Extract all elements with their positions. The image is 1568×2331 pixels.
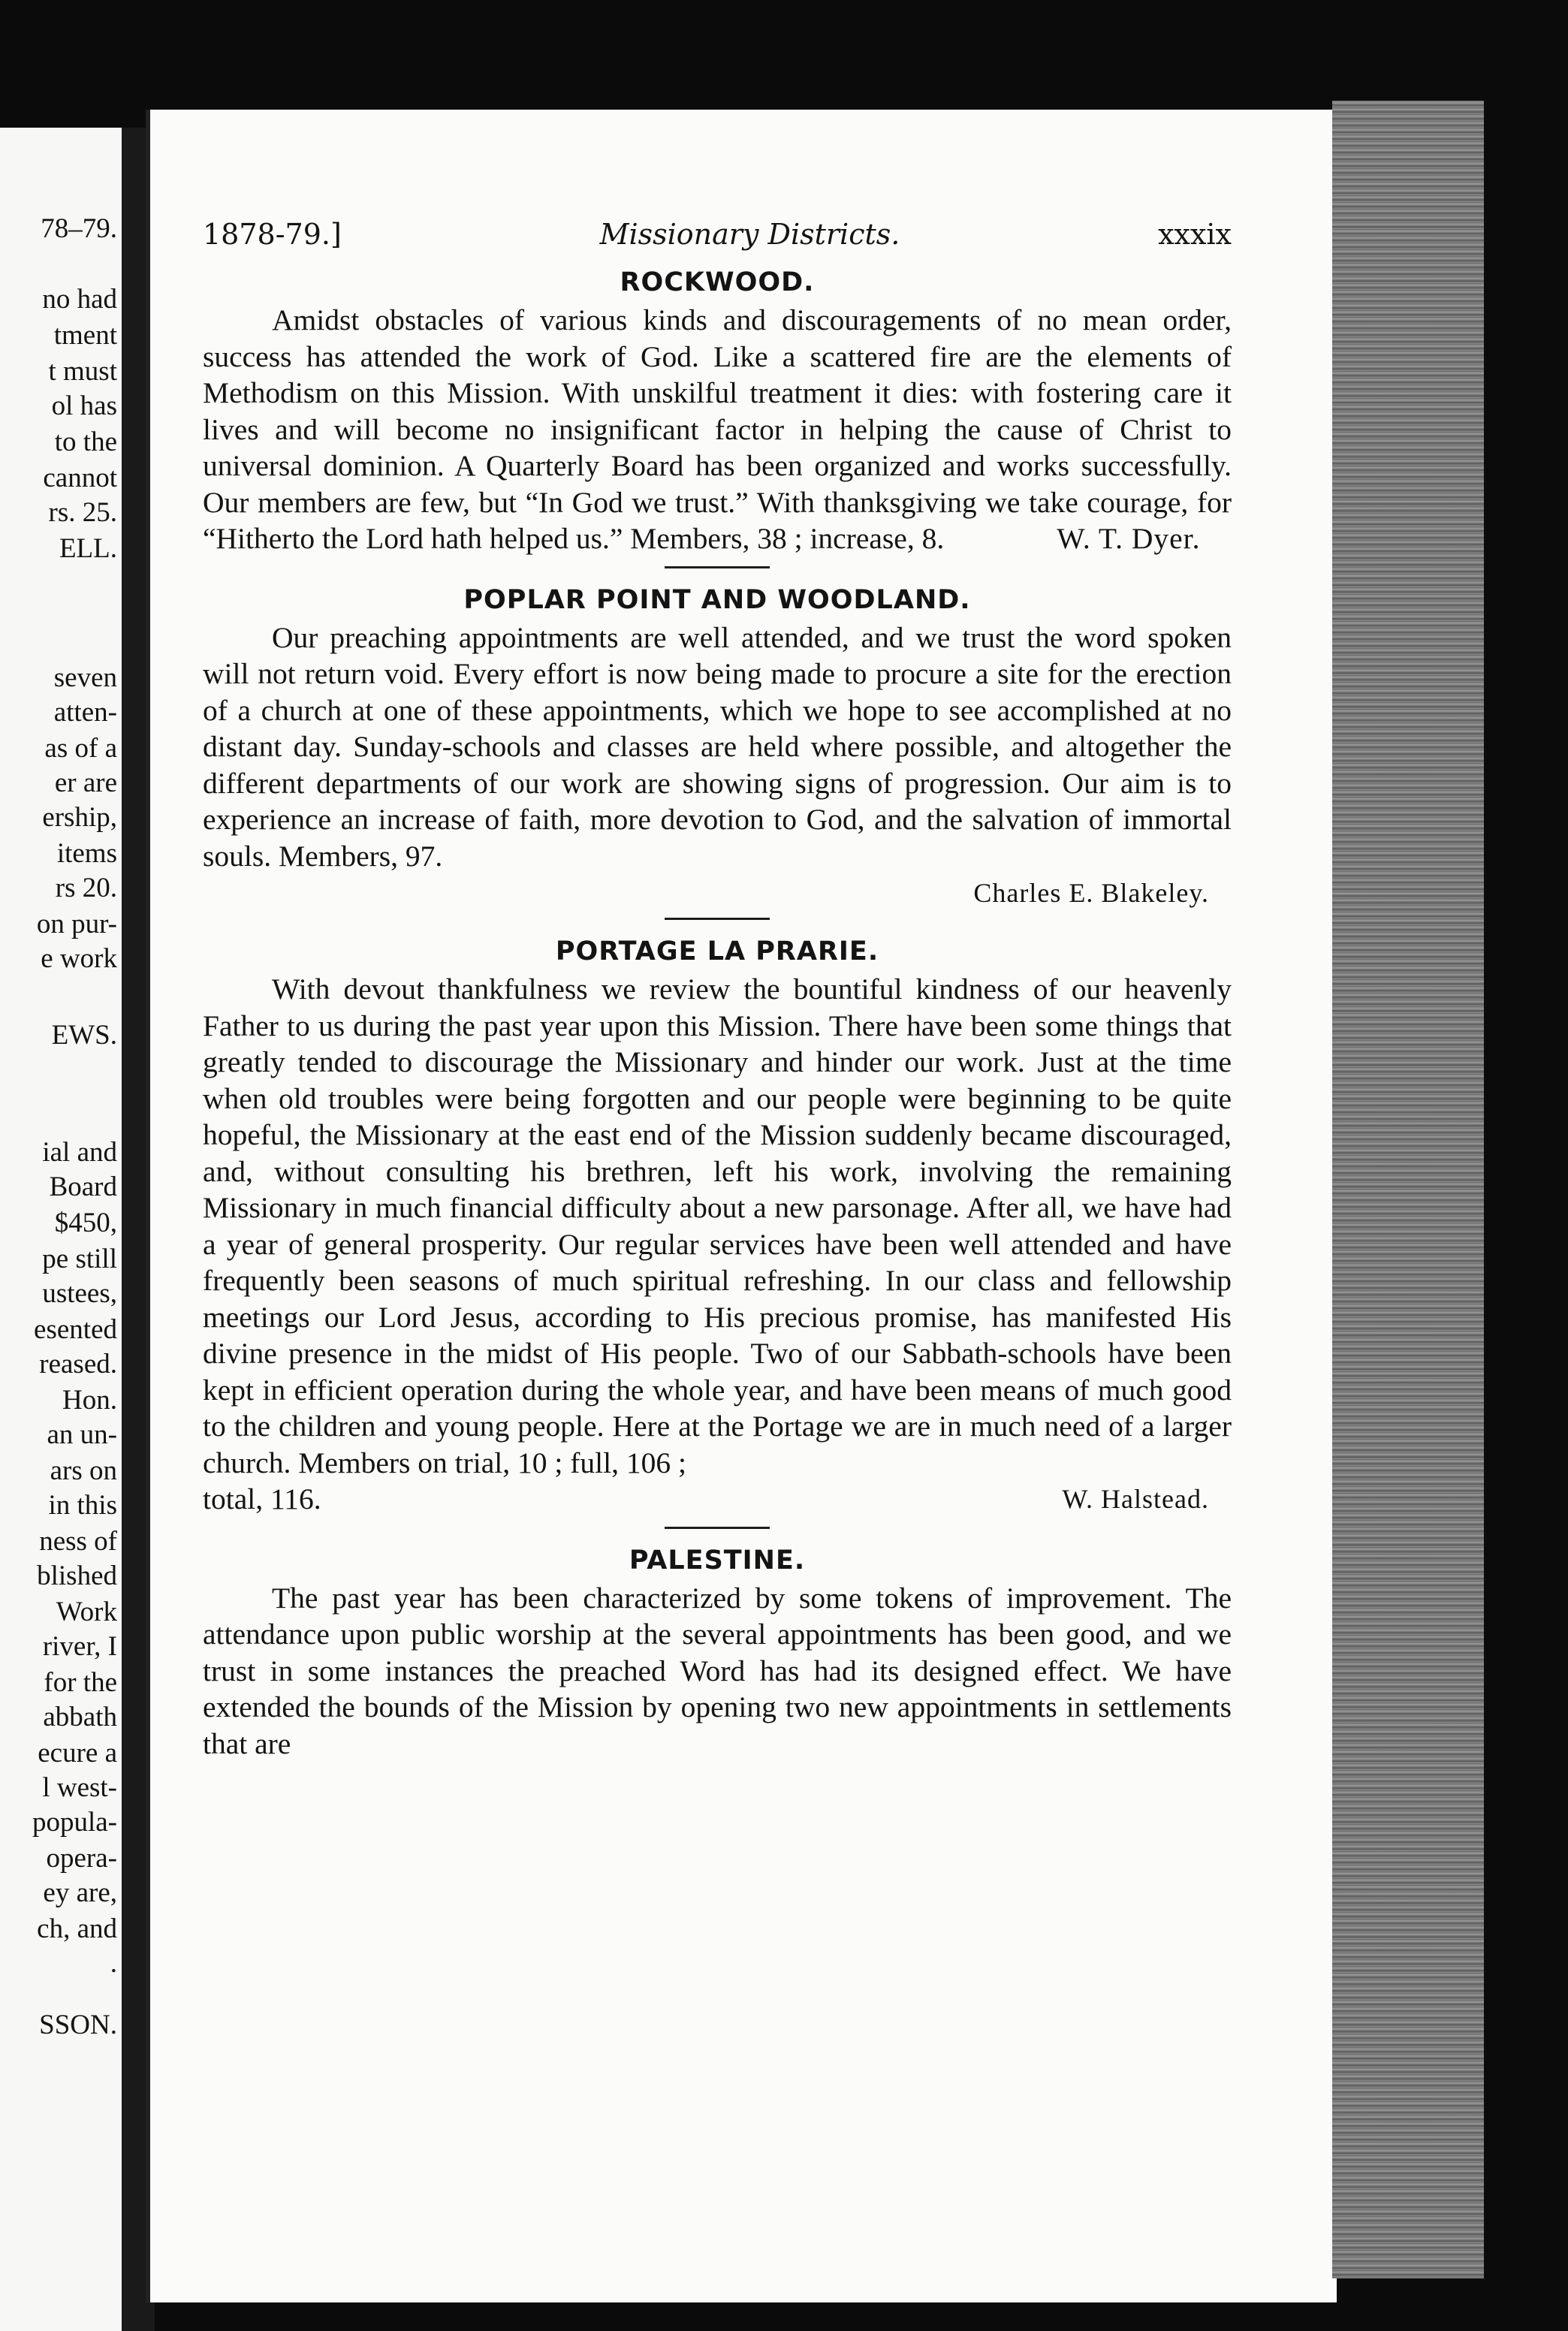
section-text-rockwood: Amidst obstacles of various kinds and discouragements of no mean order, success has attended the work of God. Like a scattered fire are the elements of Methodism on this Mission. With unskilful treatment it dies: with fostering care it lives and will become no insignificant factor in helping the cause of Christ to universal dominion. A Quarterly Board has been organized and works successfully. Our members are few, but “In God we trust.” With thanksgiving we take courage, for “Hitherto the Lord hath helped us.” Members, 38 ; increase, 8. W. T. Dyer. xyxy=(203,303,1232,555)
facing-page-line: pe still xyxy=(42,1244,117,1274)
facing-page-line: no had xyxy=(42,284,117,315)
facing-page-line: items xyxy=(56,838,117,869)
facing-page-line: ustees, xyxy=(42,1278,117,1309)
facing-page-line: river, I xyxy=(42,1631,117,1662)
facing-page-line: opera- xyxy=(46,1843,117,1874)
facing-page-line: ars on xyxy=(50,1455,117,1486)
facing-page-line: as of a xyxy=(44,733,117,764)
facing-page-line: seven xyxy=(53,662,117,693)
facing-page-line: for the xyxy=(44,1667,117,1698)
facing-page-line: er are xyxy=(54,767,117,798)
facing-page-line: Work xyxy=(56,1597,117,1627)
section-heading-palestine: PALESTINE. xyxy=(629,1545,806,1576)
page-content xyxy=(203,218,1232,1762)
facing-page-line: SSON. xyxy=(39,2010,117,2040)
facing-page-line: rs 20. xyxy=(55,873,117,903)
facing-page-line: ey are, xyxy=(43,1877,117,1908)
signature-portage: W. Halstead. xyxy=(1062,1484,1209,1514)
facing-page-line: rs. 25. xyxy=(48,497,117,528)
facing-page-line: . xyxy=(110,1948,117,1979)
signature-poplar-point: Charles E. Blakeley. xyxy=(973,878,1209,908)
signature-rockwood: W. T. Dyer. xyxy=(1057,522,1201,555)
section-divider xyxy=(665,918,770,920)
page-edges xyxy=(1332,101,1484,2278)
facing-page-line: abbath xyxy=(43,1702,117,1732)
running-head-title: Missionary Districts. xyxy=(599,218,900,251)
facing-page-line: ol has xyxy=(51,391,117,421)
facing-page-line: EWS. xyxy=(51,1020,117,1051)
facing-page-line: t must xyxy=(48,356,117,387)
facing-page-line: ELL. xyxy=(59,533,117,564)
facing-page-line: cannot xyxy=(43,463,117,493)
facing-page-line: reased. xyxy=(39,1349,117,1380)
facing-page-line: blished xyxy=(37,1561,117,1591)
facing-page-line: tment xyxy=(53,320,117,351)
page-number: xxxix xyxy=(1158,218,1232,251)
facing-page-line: 78–79. xyxy=(41,213,117,244)
section-divider xyxy=(665,566,770,568)
facing-page-line: ial and xyxy=(42,1137,117,1168)
facing-page-line: l west- xyxy=(42,1772,117,1803)
section-heading-rockwood: ROCKWOOD. xyxy=(620,267,815,297)
facing-page-line: Board xyxy=(49,1172,117,1202)
facing-page-fragment xyxy=(0,128,122,2331)
section-divider xyxy=(665,1527,770,1529)
facing-page-line: $450, xyxy=(54,1208,117,1238)
facing-page-line: ecure a xyxy=(38,1738,117,1769)
running-head xyxy=(203,218,1232,251)
facing-page-line: in this xyxy=(48,1490,117,1521)
section-text-palestine: The past year has been characterized by some tokens of improvement. The attendance upon public worship at the several appointments has been good, and we trust in some instances the preached Word has had its designed effect. We have extended the bounds of the Mission by opening two new appointments in settlements that are xyxy=(203,1581,1232,1760)
facing-page-line: atten- xyxy=(53,697,117,728)
facing-page-line: to the xyxy=(54,427,117,457)
facing-page-line: Hon. xyxy=(62,1385,117,1416)
portage-closing-line xyxy=(203,1481,1232,1518)
facing-page-line: on pur- xyxy=(36,909,117,939)
running-head-year: 1878-79.] xyxy=(203,218,342,251)
facing-page-line: ership, xyxy=(42,802,117,833)
section-heading-portage: PORTAGE LA PRARIE. xyxy=(555,936,879,966)
section-text-portage: With devout thankfulness we review the bountiful kindness of our heavenly Father to us during the past year upon this Mission. There have been some things that greatly tended to discourage the Missionary and hinder our work. Just at the time when old troubles were being forgotten and our people were beginning to be quite hopeful, the Missionary at the east end of the Mission suddenly became discouraged, and, without consulting his brethren, left his work, involving the remaining Missionary in much financial difficulty about a new parsonage. After all, we have had a year of general prosperity. Our regular services have been well attended and have frequently been seasons of much spiritual refreshing. In our class and fellowship meetings our Lord Jesus, according to His precious promise, has manifested His divine presence in the midst of His people. Two of our Sabbath-schools have been kept in efficient operation during the whole year, and have been means of much good to the children and young people. Here at the Portage we are in much need of a larger church. Members on trial, 10 ; full, 106 ; xyxy=(203,973,1232,1479)
facing-page-line: e work xyxy=(41,943,117,974)
section-heading-poplar-point: POPLAR POINT AND WOODLAND. xyxy=(463,584,971,615)
facing-page-line: ness of xyxy=(39,1526,117,1557)
portage-total: total, 116. xyxy=(203,1482,321,1515)
section-text-poplar-point: Our preaching appointments are well attended, and we trust the word spoken will not return void. Every effort is now being made to procure a site for the erection of a church at one of these appointments, which we hope to see accomplished at no distant day. Sunday-schools and classes are held where possible, and altogether the different departments of our work are showing signs of progression. Our aim is to experience an increase of faith, more devotion to God, and the salvation of immortal souls. Members, 97. xyxy=(203,620,1232,873)
facing-page-line: ch, and xyxy=(37,1913,117,1944)
facing-page-line: esented xyxy=(34,1314,117,1345)
facing-page-line: an un- xyxy=(47,1419,117,1450)
facing-page-line: popula- xyxy=(32,1807,117,1838)
scan-edge xyxy=(1484,128,1568,2331)
